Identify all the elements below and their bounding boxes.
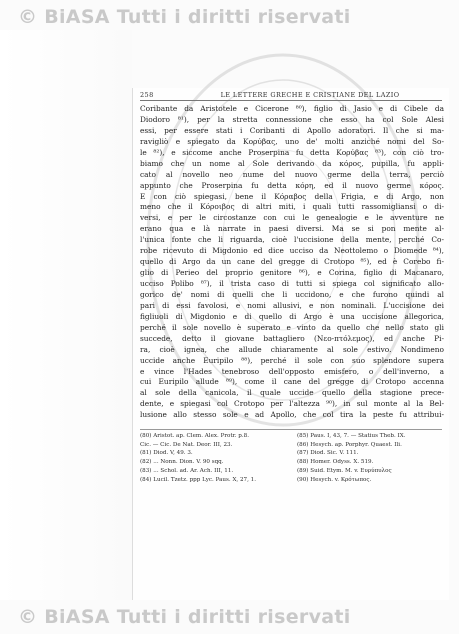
text-line: meno che il Κόροιβος di altri miti, i quali tutti rassomigliansi o di- <box>140 202 444 212</box>
text-line: le ⁸²), e siccome anche Proserpina fu detta Κορύβας ⁸³), con ciò tro- <box>140 147 444 157</box>
text-line: (80) Aristot. ap. Clem. Alex. Protr. p.8. <box>140 433 249 439</box>
text-line: glio di Perieo del proprio genitore ⁸⁶), e Corina, figlio di Macanaro, <box>140 268 444 278</box>
text-line: dente, e spiegasi col Crotopo per l'altezza ⁹⁰), in sul monte al la Bel- <box>140 399 444 409</box>
text-line: (86) Hesych. ap. Porphyr. Quaest. Ili. <box>297 441 402 448</box>
watermark-bottom: © BiASA Tutti i diritti riservati <box>18 606 351 628</box>
text-line: Diodoro ⁸¹), per la stretta connessione che esso ha col Sole Alesi <box>140 114 444 124</box>
text-line: (82) ... Nonn. Dion. V. 90 sqq. <box>140 459 224 466</box>
text-line: gorico de' nomi di quelli che li uccidono, e che furono quindi al <box>140 289 444 299</box>
text-line: ucciso Polibo ⁸⁷), il trista caso di tutti si spiega col significato allo- <box>140 279 444 288</box>
text-line: (88) Homer. Odyss. X. 519. <box>297 459 374 466</box>
text-line: figliuoli di Migdonio e di quello di Argo è una uccisione allegorica, <box>140 311 444 321</box>
text-line: uccide anche Euripilo ⁸⁸), perché il sole con suo splendore supera <box>140 355 444 365</box>
footnotes-left-column <box>140 432 287 484</box>
text-line: l'unica fonte che li riguarda, cioè l'uccisione della mente, perché Co- <box>140 235 444 245</box>
text-line: perché il sole novello è superato e vinto da quello che nello stato gli <box>140 322 444 332</box>
text-line: versi, e per le circostanze con cui le genealogie e le avventure ne <box>140 213 444 223</box>
text-line: cui Euripilo allude ⁸⁹), come il cane del gregge di Crotopo accenna <box>140 377 444 387</box>
text-line: (83) ... Schol. ad. Ar. Ach. III, 11. <box>140 467 234 474</box>
text-line: (85) Paus. I, 43, 7. — Statius Theb. IX. <box>297 433 406 439</box>
text-line: (81) Diod. V, 49. 3. <box>140 450 193 457</box>
text-line: biamo che un nome al Sole derivando da κόρος, pupilla, fu appli- <box>140 158 444 168</box>
text-line: lusione allo stesso sole e ad Apollo, che col tira la peste fu attribui- <box>140 410 444 420</box>
text-line: (90) Hesych. v. Κρότωπος. <box>297 476 372 483</box>
footnotes <box>140 432 444 484</box>
text-line: Cic. — Cic. De Nat. Deor. III, 23. <box>140 441 233 448</box>
watermark-top: © BiASA Tutti i diritti riservati <box>18 6 351 28</box>
blank-left-margin <box>0 30 132 600</box>
text-line: essi, per essere stati i Coribanti di Apollo adoratori. Il che si ma- <box>140 125 444 135</box>
text-line: (89) Suid. Etym. M. v. Ευρύπυλος <box>297 467 392 474</box>
text-line: (87) Diod. Sic. V. 111. <box>297 450 359 457</box>
page-number: 258 <box>140 91 154 99</box>
text-line: erano qua e là narrate in paesi diversi. Ma se si pon mente al- <box>140 224 444 234</box>
running-header <box>140 91 442 101</box>
text-line: al sole della canicola, il quale uccide quello della stagione prece- <box>140 388 444 398</box>
running-title: LE LETTERE GRECHE E CRISTIANE DEL LAZIO <box>220 91 400 99</box>
text-line: e vince l'Hades tenebroso dell'opposto emisfero, o dell'inverno, a <box>140 366 444 376</box>
text-line: ra, cioè ignea, che allude chiaramente al sole estivo. Nondimeno <box>140 344 444 354</box>
text-line: robe ricevuto di Migdonio ed dice ucciso da Neottolemo o Diomede ⁸⁴), <box>140 246 444 256</box>
text-line: cato al novello neo nume del nuovo germe della terra, perciò <box>140 169 444 179</box>
footnote-rule <box>140 429 442 430</box>
footnotes-right-column <box>297 432 444 484</box>
body-paragraph <box>140 104 444 421</box>
text-line: (84) Lucil. Tzetz. ppp Lyc. Paus. X, 27, 1. <box>140 476 256 483</box>
text-line: succede, detto il giovane battagliero (Νεο-πτόλεμος), ed anche Pi- <box>140 333 444 343</box>
text-line: pari di essi favolosi, e nomi allusivi, e non nominali. L'uccisione dei <box>140 300 444 310</box>
text-line: E con ciò spiegasi, bene il Κόραβος della Frigia, e di Argo, non <box>140 191 444 201</box>
text-line: ravigliò e spiegato da Κορύβας, uno de' molti anziché nomi del So- <box>140 136 444 146</box>
text-line: appunto che Proserpina fu detta κόρη, ed il nuovo germe κόρος. <box>140 180 444 190</box>
text-line: quello di Argo da un cane del gregge di Crotopo ⁸⁵), ed è Corebo fi- <box>140 257 444 267</box>
text-line: Coribante da Aristotele e Cicerone ⁸⁰), figlio di Jasio e di Cibele da <box>140 104 444 113</box>
